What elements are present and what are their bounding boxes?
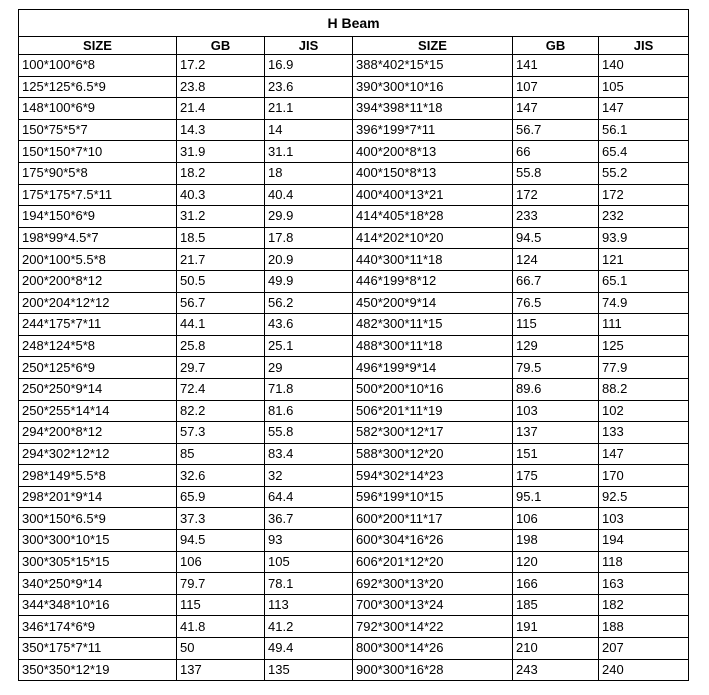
- table-row: [19, 530, 689, 552]
- gb-cell: 115: [513, 314, 599, 336]
- jis-cell: 88.2: [599, 378, 689, 400]
- size-cell: 340*250*9*14: [19, 573, 177, 595]
- table-header-row: [19, 37, 689, 55]
- jis-cell: 182: [599, 594, 689, 616]
- jis-cell: 29.9: [265, 206, 353, 228]
- jis-cell: 125: [599, 335, 689, 357]
- size-cell: 390*300*10*16: [353, 76, 513, 98]
- jis-cell: 25.1: [265, 335, 353, 357]
- size-cell: 596*199*10*15: [353, 486, 513, 508]
- size-cell: 500*200*10*16: [353, 378, 513, 400]
- size-cell: 396*199*7*11: [353, 119, 513, 141]
- size-cell: 600*304*16*26: [353, 530, 513, 552]
- table-row: [19, 98, 689, 120]
- gb-cell: 21.7: [177, 249, 265, 271]
- size-cell: 582*300*12*17: [353, 422, 513, 444]
- h-beam-table: [18, 9, 689, 681]
- gb-cell: 137: [513, 422, 599, 444]
- jis-cell: 21.1: [265, 98, 353, 120]
- column-header-size-2: SIZE: [353, 37, 513, 55]
- gb-cell: 94.5: [177, 530, 265, 552]
- gb-cell: 18.2: [177, 162, 265, 184]
- gb-cell: 243: [513, 659, 599, 681]
- table-row: [19, 443, 689, 465]
- table-row: [19, 486, 689, 508]
- size-cell: 400*400*13*21: [353, 184, 513, 206]
- size-cell: 606*201*12*20: [353, 551, 513, 573]
- table-row: [19, 206, 689, 228]
- gb-cell: 37.3: [177, 508, 265, 530]
- size-cell: 294*200*8*12: [19, 422, 177, 444]
- jis-cell: 20.9: [265, 249, 353, 271]
- jis-cell: 74.9: [599, 292, 689, 314]
- table-row: [19, 573, 689, 595]
- jis-cell: 207: [599, 638, 689, 660]
- gb-cell: 66: [513, 141, 599, 163]
- size-cell: 100*100*6*8: [19, 55, 177, 77]
- jis-cell: 77.9: [599, 357, 689, 379]
- jis-cell: 17.8: [265, 227, 353, 249]
- jis-cell: 111: [599, 314, 689, 336]
- jis-cell: 121: [599, 249, 689, 271]
- gb-cell: 50.5: [177, 270, 265, 292]
- jis-cell: 102: [599, 400, 689, 422]
- gb-cell: 32.6: [177, 465, 265, 487]
- size-cell: 506*201*11*19: [353, 400, 513, 422]
- jis-cell: 83.4: [265, 443, 353, 465]
- size-cell: 692*300*13*20: [353, 573, 513, 595]
- size-cell: 400*200*8*13: [353, 141, 513, 163]
- table-row: [19, 465, 689, 487]
- jis-cell: 41.2: [265, 616, 353, 638]
- jis-cell: 92.5: [599, 486, 689, 508]
- jis-cell: 118: [599, 551, 689, 573]
- size-cell: 298*149*5.5*8: [19, 465, 177, 487]
- gb-cell: 41.8: [177, 616, 265, 638]
- table-row: [19, 184, 689, 206]
- jis-cell: 55.2: [599, 162, 689, 184]
- jis-cell: 32: [265, 465, 353, 487]
- table-row: [19, 400, 689, 422]
- gb-cell: 21.4: [177, 98, 265, 120]
- size-cell: 150*75*5*7: [19, 119, 177, 141]
- gb-cell: 18.5: [177, 227, 265, 249]
- jis-cell: 29: [265, 357, 353, 379]
- jis-cell: 71.8: [265, 378, 353, 400]
- gb-cell: 210: [513, 638, 599, 660]
- table-row: [19, 292, 689, 314]
- table-row: [19, 422, 689, 444]
- size-cell: 250*250*9*14: [19, 378, 177, 400]
- jis-cell: 65.4: [599, 141, 689, 163]
- table-row: [19, 616, 689, 638]
- gb-cell: 185: [513, 594, 599, 616]
- jis-cell: 170: [599, 465, 689, 487]
- size-cell: 496*199*9*14: [353, 357, 513, 379]
- gb-cell: 44.1: [177, 314, 265, 336]
- table-row: [19, 162, 689, 184]
- size-cell: 248*124*5*8: [19, 335, 177, 357]
- jis-cell: 40.4: [265, 184, 353, 206]
- jis-cell: 93.9: [599, 227, 689, 249]
- column-header-gb-2: GB: [513, 37, 599, 55]
- gb-cell: 40.3: [177, 184, 265, 206]
- jis-cell: 105: [265, 551, 353, 573]
- jis-cell: 105: [599, 76, 689, 98]
- gb-cell: 56.7: [513, 119, 599, 141]
- size-cell: 588*300*12*20: [353, 443, 513, 465]
- gb-cell: 137: [177, 659, 265, 681]
- table-row: [19, 378, 689, 400]
- jis-cell: 172: [599, 184, 689, 206]
- table-row: [19, 270, 689, 292]
- size-cell: 150*150*7*10: [19, 141, 177, 163]
- size-cell: 300*150*6.5*9: [19, 508, 177, 530]
- size-cell: 394*398*11*18: [353, 98, 513, 120]
- size-cell: 482*300*11*15: [353, 314, 513, 336]
- gb-cell: 72.4: [177, 378, 265, 400]
- jis-cell: 81.6: [265, 400, 353, 422]
- table-row: [19, 508, 689, 530]
- gb-cell: 14.3: [177, 119, 265, 141]
- size-cell: 414*405*18*28: [353, 206, 513, 228]
- gb-cell: 79.7: [177, 573, 265, 595]
- gb-cell: 56.7: [177, 292, 265, 314]
- table-row: [19, 119, 689, 141]
- size-cell: 200*100*5.5*8: [19, 249, 177, 271]
- jis-cell: 93: [265, 530, 353, 552]
- gb-cell: 31.2: [177, 206, 265, 228]
- gb-cell: 191: [513, 616, 599, 638]
- jis-cell: 64.4: [265, 486, 353, 508]
- table-row: [19, 314, 689, 336]
- jis-cell: 133: [599, 422, 689, 444]
- size-cell: 344*348*10*16: [19, 594, 177, 616]
- jis-cell: 36.7: [265, 508, 353, 530]
- size-cell: 700*300*13*24: [353, 594, 513, 616]
- size-cell: 298*201*9*14: [19, 486, 177, 508]
- jis-cell: 56.1: [599, 119, 689, 141]
- size-cell: 175*90*5*8: [19, 162, 177, 184]
- jis-cell: 65.1: [599, 270, 689, 292]
- jis-cell: 49.9: [265, 270, 353, 292]
- gb-cell: 120: [513, 551, 599, 573]
- gb-cell: 106: [513, 508, 599, 530]
- size-cell: 148*100*6*9: [19, 98, 177, 120]
- column-header-jis-2: JIS: [599, 37, 689, 55]
- table-row: [19, 551, 689, 573]
- size-cell: 400*150*8*13: [353, 162, 513, 184]
- gb-cell: 29.7: [177, 357, 265, 379]
- gb-cell: 57.3: [177, 422, 265, 444]
- table-row: [19, 335, 689, 357]
- size-cell: 200*204*12*12: [19, 292, 177, 314]
- gb-cell: 151: [513, 443, 599, 465]
- gb-cell: 17.2: [177, 55, 265, 77]
- jis-cell: 49.4: [265, 638, 353, 660]
- jis-cell: 55.8: [265, 422, 353, 444]
- jis-cell: 16.9: [265, 55, 353, 77]
- jis-cell: 140: [599, 55, 689, 77]
- table-row: [19, 55, 689, 77]
- size-cell: 294*302*12*12: [19, 443, 177, 465]
- jis-cell: 113: [265, 594, 353, 616]
- column-header-size: SIZE: [19, 37, 177, 55]
- size-cell: 800*300*14*26: [353, 638, 513, 660]
- size-cell: 488*300*11*18: [353, 335, 513, 357]
- table-row: [19, 638, 689, 660]
- gb-cell: 95.1: [513, 486, 599, 508]
- table-row: [19, 76, 689, 98]
- size-cell: 414*202*10*20: [353, 227, 513, 249]
- table-row: [19, 141, 689, 163]
- gb-cell: 106: [177, 551, 265, 573]
- gb-cell: 23.8: [177, 76, 265, 98]
- table-body: [19, 55, 689, 681]
- table-row: [19, 659, 689, 681]
- gb-cell: 31.9: [177, 141, 265, 163]
- gb-cell: 124: [513, 249, 599, 271]
- size-cell: 244*175*7*11: [19, 314, 177, 336]
- gb-cell: 76.5: [513, 292, 599, 314]
- jis-cell: 14: [265, 119, 353, 141]
- gb-cell: 172: [513, 184, 599, 206]
- gb-cell: 107: [513, 76, 599, 98]
- gb-cell: 147: [513, 98, 599, 120]
- gb-cell: 175: [513, 465, 599, 487]
- size-cell: 194*150*6*9: [19, 206, 177, 228]
- jis-cell: 23.6: [265, 76, 353, 98]
- column-header-gb: GB: [177, 37, 265, 55]
- gb-cell: 65.9: [177, 486, 265, 508]
- gb-cell: 25.8: [177, 335, 265, 357]
- jis-cell: 232: [599, 206, 689, 228]
- gb-cell: 79.5: [513, 357, 599, 379]
- gb-cell: 129: [513, 335, 599, 357]
- gb-cell: 85: [177, 443, 265, 465]
- size-cell: 198*99*4.5*7: [19, 227, 177, 249]
- gb-cell: 103: [513, 400, 599, 422]
- column-header-jis: JIS: [265, 37, 353, 55]
- size-cell: 175*175*7.5*11: [19, 184, 177, 206]
- size-cell: 350*175*7*11: [19, 638, 177, 660]
- gb-cell: 55.8: [513, 162, 599, 184]
- size-cell: 600*200*11*17: [353, 508, 513, 530]
- gb-cell: 94.5: [513, 227, 599, 249]
- gb-cell: 82.2: [177, 400, 265, 422]
- size-cell: 900*300*16*28: [353, 659, 513, 681]
- jis-cell: 78.1: [265, 573, 353, 595]
- jis-cell: 147: [599, 98, 689, 120]
- gb-cell: 166: [513, 573, 599, 595]
- jis-cell: 135: [265, 659, 353, 681]
- size-cell: 346*174*6*9: [19, 616, 177, 638]
- table-row: [19, 357, 689, 379]
- table-row: [19, 594, 689, 616]
- jis-cell: 163: [599, 573, 689, 595]
- gb-cell: 115: [177, 594, 265, 616]
- size-cell: 792*300*14*22: [353, 616, 513, 638]
- jis-cell: 103: [599, 508, 689, 530]
- jis-cell: 194: [599, 530, 689, 552]
- size-cell: 250*255*14*14: [19, 400, 177, 422]
- jis-cell: 56.2: [265, 292, 353, 314]
- size-cell: 450*200*9*14: [353, 292, 513, 314]
- size-cell: 446*199*8*12: [353, 270, 513, 292]
- table-row: [19, 227, 689, 249]
- h-beam-weight-sheet: [18, 9, 688, 681]
- table-row: [19, 249, 689, 271]
- size-cell: 440*300*11*18: [353, 249, 513, 271]
- gb-cell: 66.7: [513, 270, 599, 292]
- size-cell: 388*402*15*15: [353, 55, 513, 77]
- gb-cell: 198: [513, 530, 599, 552]
- size-cell: 125*125*6.5*9: [19, 76, 177, 98]
- gb-cell: 233: [513, 206, 599, 228]
- gb-cell: 141: [513, 55, 599, 77]
- gb-cell: 89.6: [513, 378, 599, 400]
- size-cell: 350*350*12*19: [19, 659, 177, 681]
- gb-cell: 50: [177, 638, 265, 660]
- jis-cell: 31.1: [265, 141, 353, 163]
- jis-cell: 240: [599, 659, 689, 681]
- size-cell: 250*125*6*9: [19, 357, 177, 379]
- size-cell: 300*305*15*15: [19, 551, 177, 573]
- jis-cell: 147: [599, 443, 689, 465]
- jis-cell: 18: [265, 162, 353, 184]
- jis-cell: 43.6: [265, 314, 353, 336]
- size-cell: 594*302*14*23: [353, 465, 513, 487]
- size-cell: 200*200*8*12: [19, 270, 177, 292]
- jis-cell: 188: [599, 616, 689, 638]
- size-cell: 300*300*10*15: [19, 530, 177, 552]
- table-title: H Beam: [19, 10, 689, 37]
